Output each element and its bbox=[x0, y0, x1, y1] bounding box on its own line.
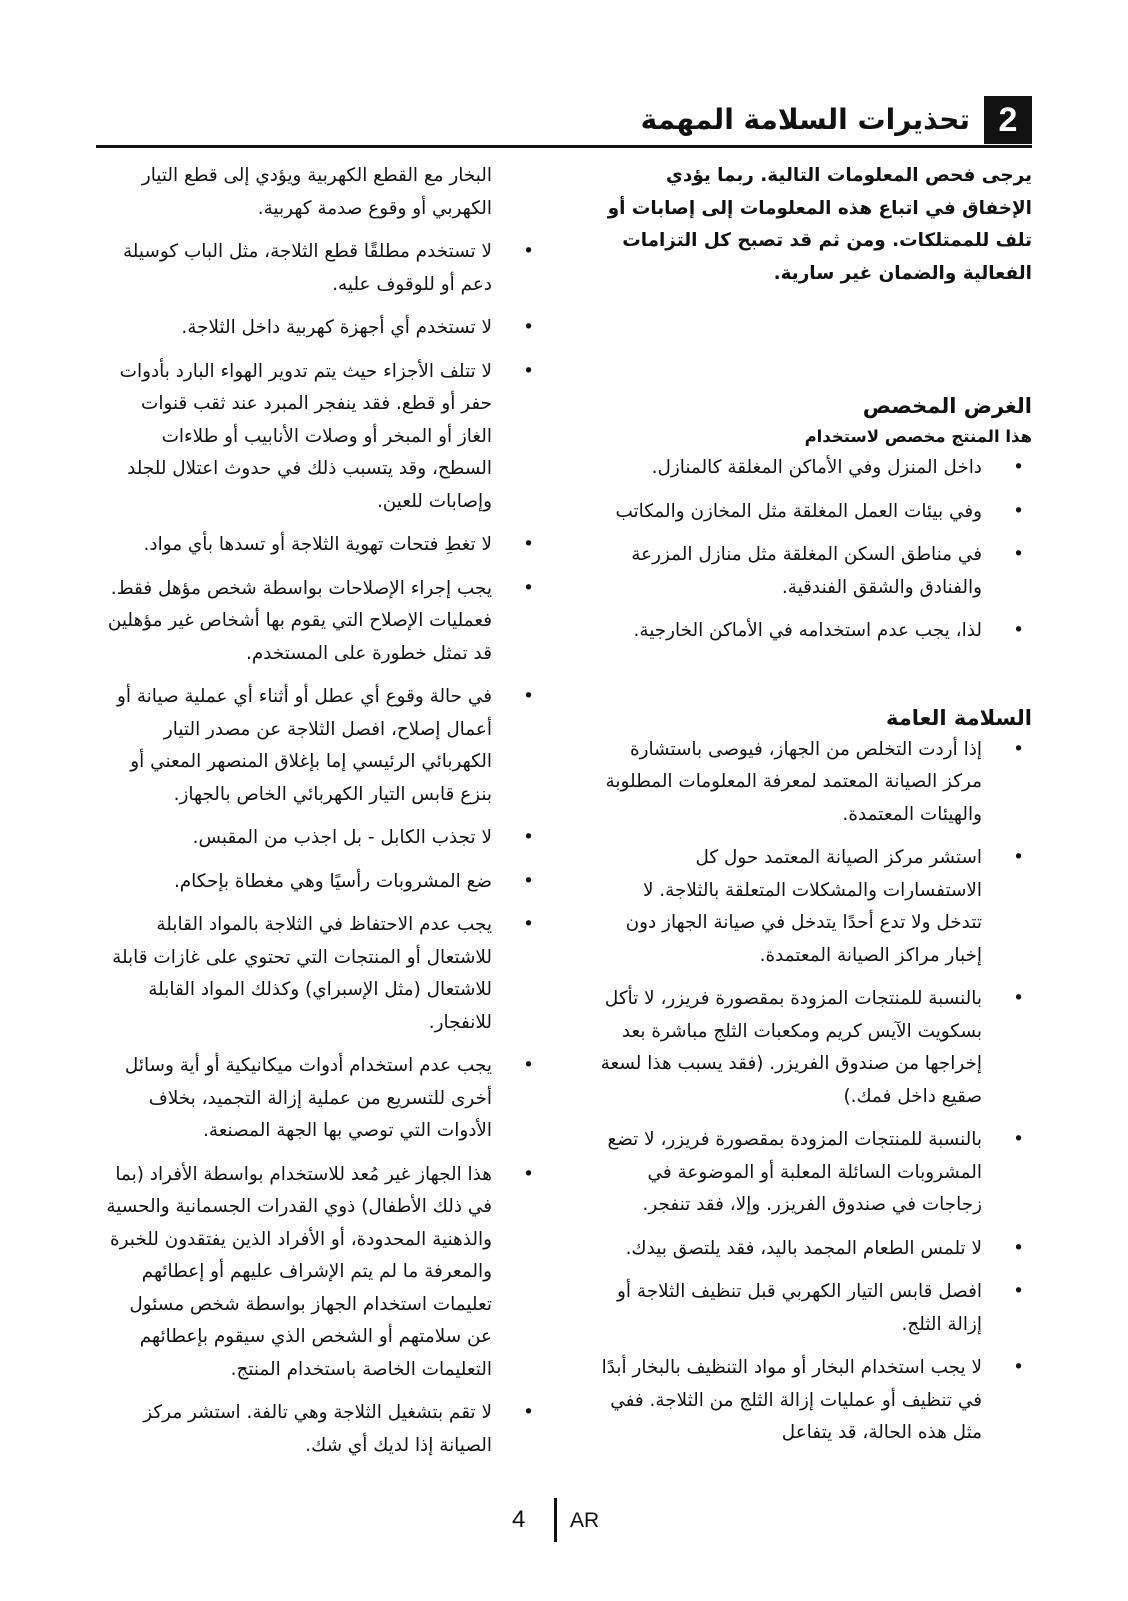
right-column bbox=[596, 160, 1032, 1461]
list-item: • بالنسبة للمنتجات المزودة بمقصورة فريزر، لا تضع المشروبات السائلة المعلبة أو الموضوعة في زجاجات في صندوق الفريزر. وإلا، فقد تنفجر. bbox=[596, 1124, 1032, 1222]
list-item: • في مناطق السكن المغلقة مثل منازل المزرعة والفنادق والشقق الفندقية. bbox=[596, 539, 1032, 604]
list-item: • يجب عدم الاحتفاظ في الثلاجة بالمواد القابلة للاشتعال أو المنتجات التي تحتوي على غازات قابلة للاشتعال (مثل الإسبراي) وكذلك المواد القابلة للانفجار. bbox=[106, 909, 542, 1039]
list-item: • لا تستخدم أي أجهزة كهربية داخل الثلاجة. bbox=[106, 312, 542, 345]
page-footer bbox=[0, 1498, 1128, 1542]
list-item: • يجب عدم استخدام أدوات ميكانيكية أو أية وسائل أخرى للتسريع من عملية إزالة التجميد، بخلاف الأدوات التي توصي بها الجهة المصنعة. bbox=[106, 1050, 542, 1148]
list-item: • لا يجب استخدام البخار أو مواد التنظيف بالبخار أبدًا في تنظيف أو عمليات إزالة الثلج من الثلاجة. ففي مثل هذه الحالة، قد يتفاعل bbox=[596, 1352, 1032, 1450]
list-item: • داخل المنزل وفي الأماكن المغلقة كالمنازل. bbox=[596, 452, 1032, 485]
language-code: AR bbox=[570, 1509, 600, 1532]
list-item: • لا تستخدم مطلقًا قطع الثلاجة، مثل الباب كوسيلة دعم أو للوقوف عليه. bbox=[106, 236, 542, 301]
purpose-list bbox=[596, 452, 1032, 648]
footer-divider bbox=[554, 1498, 557, 1542]
list-item: • ضع المشروبات رأسيًا وهي مغطاة بإحكام. bbox=[106, 866, 542, 899]
list-item: • افصل قابس التيار الكهربي قبل تنظيف الثلاجة أو إزالة الثلج. bbox=[596, 1276, 1032, 1341]
left-column bbox=[106, 160, 542, 1473]
list-item: • وفي بيئات العمل المغلقة مثل المخازن والمكاتب bbox=[596, 496, 1032, 529]
list-item: • لا تجذب الكابل - بل اجذب من المقبس. bbox=[106, 822, 542, 855]
safety-continued-list bbox=[106, 236, 542, 1462]
chapter-number: 2 bbox=[984, 96, 1032, 144]
page-number: 4 bbox=[512, 1506, 526, 1533]
page-header bbox=[96, 96, 1032, 148]
list-item: • لذا، يجب عدم استخدامه في الأماكن الخارجية. bbox=[596, 615, 1032, 648]
purpose-subheading: هذا المنتج مخصص لاستخدام bbox=[804, 427, 1032, 446]
list-item: • لا تتلف الأجزاء حيث يتم تدوير الهواء البارد بأدوات حفر أو قطع. فقد ينفجر المبرد عند ثقب قنوات الغاز أو المبخر أو وصلات الأنابيب أو طلاءات السطح، وقد يتسبب ذلك في حدوث اعتلال للجلد وإصابات للعين. bbox=[106, 356, 542, 519]
list-item: • هذا الجهاز غير مُعد للاستخدام بواسطة الأفراد (بما في ذلك الأطفال) ذوي القدرات الجسمانية والحسية والذهنية المحدودة، أو الأفراد الذين يفتقدون للخبرة والمعرفة ما لم يتم الإشراف عليهم أو إعطائهم تعليمات استخدام الجهاز بواسطة شخص مسئول عن سلامتهم أو الشخص الذي سيقوم بإعطائهم التعليمات الخاصة باستخدام المنتج. bbox=[106, 1159, 542, 1387]
continued-text: البخار مع القطع الكهربية ويؤدي إلى قطع التيار الكهربي أو وقوع صدمة كهربية. bbox=[141, 165, 492, 219]
list-item: • إذا أردت التخلص من الجهاز، فيوصى باستشارة مركز الصيانة المعتمد لمعرفة المعلومات المطلوبة والهيئات المعتمدة. bbox=[596, 734, 1032, 832]
list-item: • استشر مركز الصيانة المعتمد حول كل الاستفسارات والمشكلات المتعلقة بالثلاجة. لا تتدخل ولا تدع أحدًا يتدخل في صيانة الجهاز دون إخبار مراكز الصيانة المعتمدة. bbox=[596, 842, 1032, 972]
general-safety-list bbox=[596, 734, 1032, 1450]
list-item: • يجب إجراء الإصلاحات بواسطة شخص مؤهل فقط. فعمليات الإصلاح التي يقوم بها أشخاص غير مؤهلين قد تمثل خطورة على المستخدم. bbox=[106, 573, 542, 671]
list-item: • بالنسبة للمنتجات المزودة بمقصورة فريزر، لا تأكل بسكويت الآيس كريم ومكعبات الثلج مباشرة بعد إخراجها من صندوق الفريزر. (فقد يسبب هذا لسعة صقيع داخل فمك.) bbox=[596, 983, 1032, 1113]
general-safety-heading: السلامة العامة bbox=[885, 705, 1032, 730]
chapter-title: تحذيرات السلامة المهمة bbox=[640, 103, 970, 136]
intro-paragraph: يرجى فحص المعلومات التالية. ربما يؤدي الإخفاق في اتباع هذه المعلومات إلى إصابات أو تلف للممتلكات. ومن ثم قد تصبح كل التزامات الفعالية والضمان غير سارية. bbox=[607, 165, 1032, 284]
list-item: • في حالة وقوع أي عطل أو أثناء أي عملية صيانة أو أعمال إصلاح، افصل الثلاجة عن مصدر التيار الكهربائي الرئيسي إما بإغلاق المنصهر المعني أو بنزع قابس التيار الكهربائي الخاص بالجهاز. bbox=[106, 681, 542, 811]
list-item: • لا تلمس الطعام المجمد باليد، فقد يلتصق بيدك. bbox=[596, 1233, 1032, 1266]
list-item: • لا تقم بتشغيل الثلاجة وهي تالفة. استشر مركز الصيانة إذا لديك أي شك. bbox=[106, 1397, 542, 1462]
list-item: • لا تغطِ فتحات تهوية الثلاجة أو تسدها بأي مواد. bbox=[106, 529, 542, 562]
purpose-heading: الغرض المخصص bbox=[862, 394, 1032, 418]
